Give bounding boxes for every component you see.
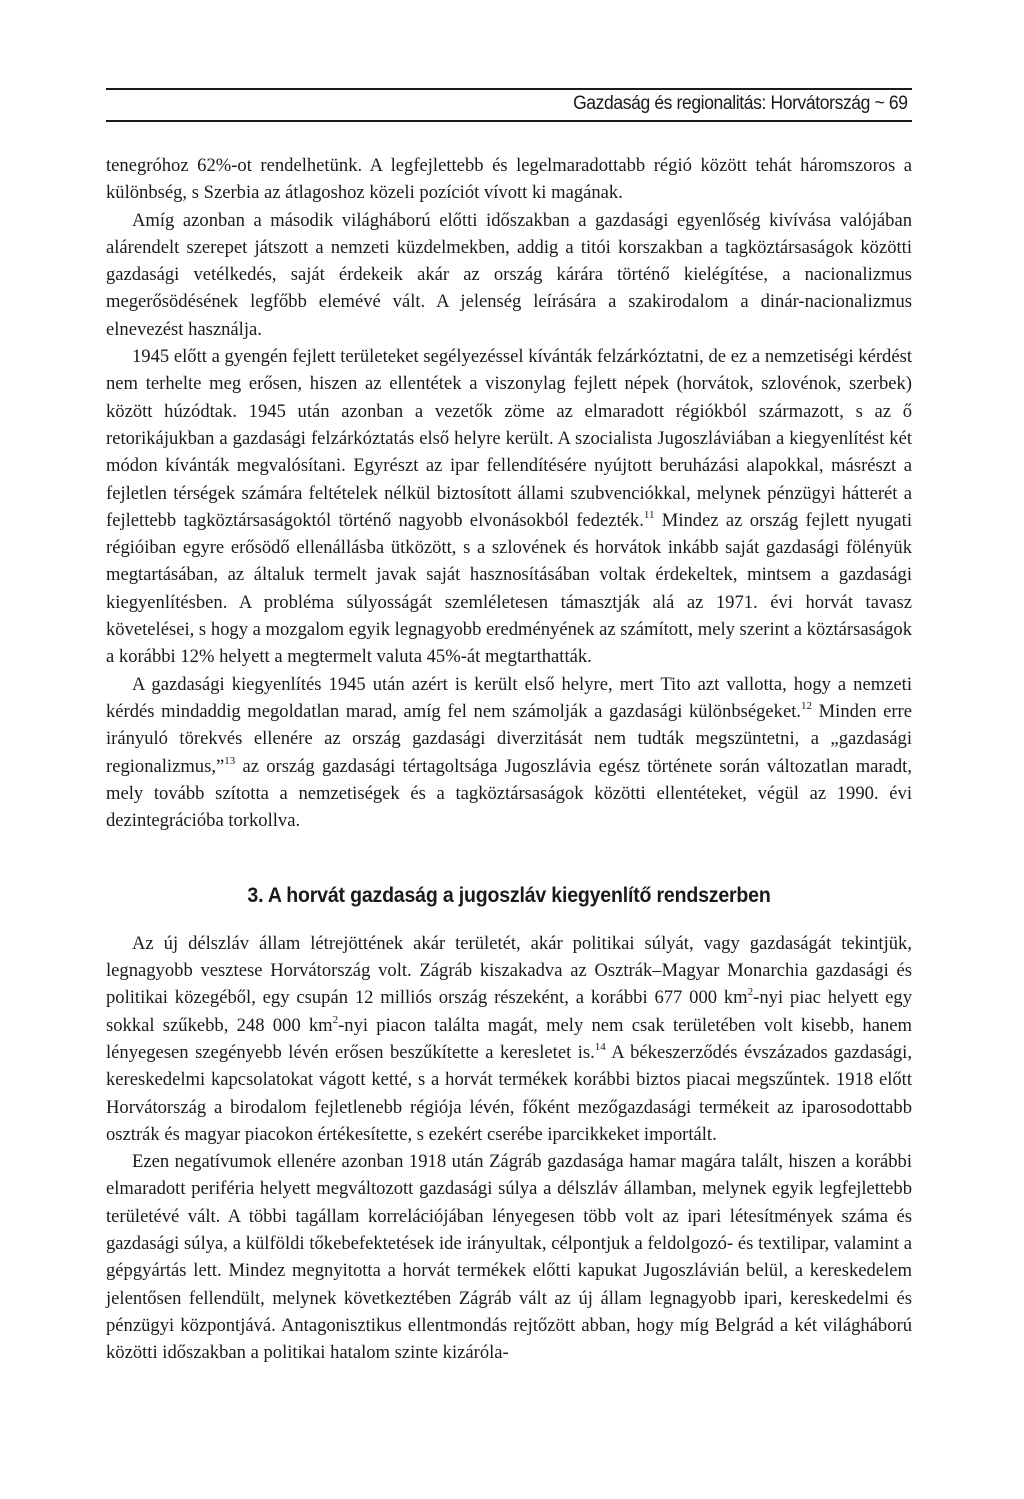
document-page [106, 88, 912, 1366]
paragraph-3-part-2: Mindez az ország fejlett nyugati régióiban egyre erősödő ellenállásba ütközött, s a szlovének és horvátok inkább saját gazdasági fölényük megtartásában, az általuk termelt javak saját hasznosításában voltak érdekeltek, mintsem a gazdasági kiegyenlítésben. A probléma súlyosságát szemléletesen támasztják alá az 1971. évi horvát tavasz követelései, s hogy a mozgalom egyik legnagyobb eredményének az számított, mely szerint a köztársaságok a korábbi 12% helyett a megtermelt valuta 45%-át megtarthatták. [106, 509, 912, 668]
paragraph-4-part-2: Minden erre irányuló törekvés ellenére az ország gazdasági diverzitását nem tudták megszüntetni, a „gazdasági regionalizmus,” [106, 700, 912, 777]
paragraph-5 [106, 930, 912, 1148]
footnote-ref-12: 12 [801, 699, 813, 712]
page-header [106, 88, 912, 126]
paragraph-3-part-1: 1945 előtt a gyengén fejlett területeket segélyezéssel kívánták felzárkóztatni, de ez a nemzetiségi kérdést nem terhelte meg erősen, hiszen az ellentétek a viszonylag fejlett népek (horvátok, szlovénok, szerbek) között húzódtak. 1945 után azonban a vezetők zöme az elmaradott régiókból származott, s az ő retorikájukban a gazdasági felzárkóztatás első helyre került. A szocialista Jugoszláviában a kiegyenlítést két módon kívánták megvalósítani. Egyrészt az ipar fellendítésére nyújtott beruházási alapokkal, másrészt a fejletlen térségek számára feltételek nélkül biztosított állami szubvenciókkal, melynek pénzügyi hátterét a fejlettebb tagköztársaságoktól történő nagyobb elvonásokból fedezték. [106, 346, 912, 531]
paragraph-6: Ezen negatívumok ellenére azonban 1918 után Zágráb gazdasága hamar magára talált, hiszen a korábbi elmaradott periféria helyett megváltozott gazdasági súlya a délszláv államban, melynek egyik legfejlettebb területévé vált. A többi tagállam korrelációjában lényegesen több volt az ipari létesítmények száma és gazdasági súlya, a külföldi tőkebefektetések ide irányultak, célpontjuk a feldolgozó- és textilipar, valamint a gépgyártás lett. Mindez megnyitotta a horvát termékek előtti kapukat Jugoszlávián belül, a kereskedelem jelentősen fellendült, melynek következtében Zágráb vált az új állam legnagyobb ipari, kereskedelmi és pénzügyi központjává. Antagonisztikus ellentmondás rejtőzött abban, hogy míg Belgrád a két világháború közötti időszakban a politikai hatalom szinte kizáróla- [106, 1151, 912, 1364]
paragraph-5-part-1: Az új délszláv állam létrejöttének akár területét, akár politikai súlyát, vagy gazdaságát tekintjük, legnagyobb vesztese Horvátország volt. Zágráb kiszakadva az Osztrák–Magyar Monarchia gazdasági és politikai közegéből, egy csupán 12 milliós ország részeként, a korábbi 677 000 km [106, 932, 912, 1009]
section-heading: 3. A horvát gazdaság a jugoszláv kiegyenlítő rendszerben [247, 884, 771, 908]
footnote-ref-11: 11 [643, 508, 655, 521]
paragraph-3 [106, 343, 912, 671]
paragraph-4-part-3: az ország gazdasági tértagoltsága Jugoszlávia egész története során változatlan maradt, mely tovább szította a nemzetiségek és a tagköztársaságok közötti ellentéteket, végül az 1990. évi dezintegrációba torkollva. [106, 755, 912, 832]
superscript-km2-b: 2 [332, 1013, 339, 1026]
superscript-km2-a: 2 [747, 986, 754, 999]
paragraph-2: Amíg azonban a második világháború előtti időszakban a gazdasági egyenlőség kivívása valójában alárendelt szerepet játszott a nemzeti küzdelmekben, addig a titói korszakban a tagköztársaságok közötti gazdasági vetélkedés, saját érdekeik akár az ország kárára történő kielégítése, a nacionalizmus megerősödésének legfőbb elemévé vált. A jelenség leírására a szakirodalom a dinár-nacionalizmus elnevezést használja. [106, 209, 912, 340]
header-rule-top [106, 88, 912, 90]
paragraph-4-part-1: A gazdasági kiegyenlítés 1945 után azért is került első helyre, mert Tito azt vallotta, hogy a nemzeti kérdés mindaddig megoldatlan marad, amíg fel nem számolják a gazdasági különbségeket. [106, 673, 912, 722]
running-head: Gazdaság és regionalitás: Horvátország ~ 69 [573, 93, 908, 114]
body-text [106, 152, 912, 1366]
header-rule-bottom [106, 120, 912, 122]
paragraph-5-part-4: A békeszerződés évszázados gazdasági, kereskedelmi kapcsolatokat vágott ketté, s a horvát termékek korábbi biztos piacai megszűntek. 1918 előtt Horvátország a birodalom fejletlenebb régiója lévén, főként mezőgazdasági termékeit az iparosodottabb osztrák és magyar piacokon értékesítette, s ezekért cserébe iparcikkeket importált. [106, 1041, 912, 1145]
footnote-ref-14: 14 [594, 1040, 606, 1053]
paragraph-5-part-3: -nyi piacon találta magát, mely nem csak területében volt kisebb, hanem lényegesen szegényebb lévén erősen beszűkítette a keresletet is. [106, 1014, 912, 1063]
paragraph-5-part-2: -nyi piac helyett egy sokkal szűkebb, 248 000 km [106, 987, 912, 1036]
paragraph-4 [106, 671, 912, 835]
footnote-ref-13: 13 [224, 754, 236, 767]
paragraph-1: tenegróhoz 62%-ot rendelhetünk. A legfejlettebb és legelmaradottabb régió között tehát háromszoros a különbség, s Szerbia az átlagoshoz közeli pozíciót vívott ki magának. [106, 155, 912, 204]
